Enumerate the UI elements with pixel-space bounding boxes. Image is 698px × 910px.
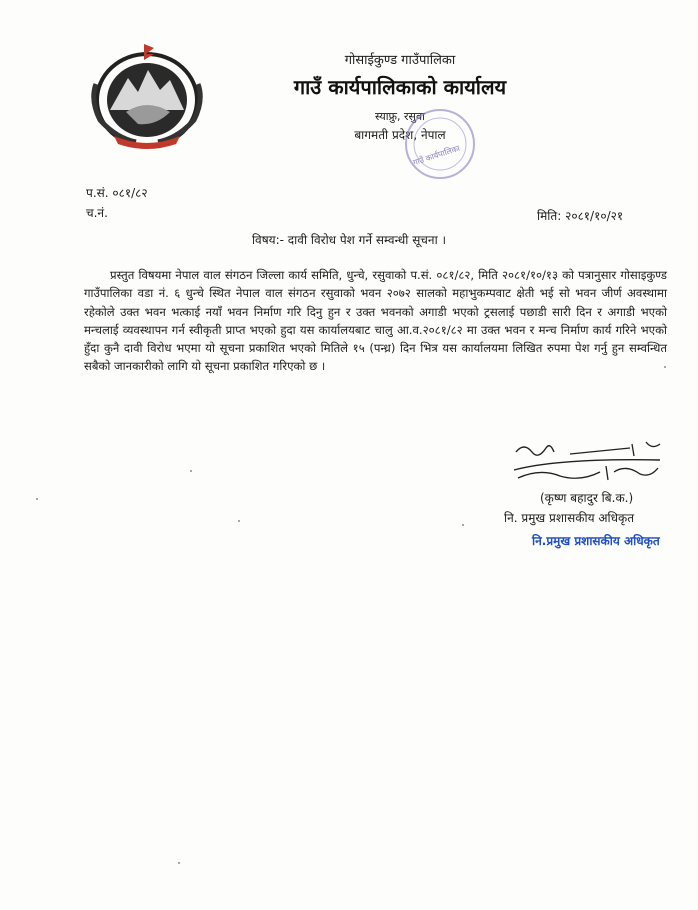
scan-speck bbox=[36, 498, 38, 500]
scan-speck bbox=[238, 520, 240, 522]
signature-icon bbox=[510, 438, 670, 484]
seal-text: गाउँ कार्यपालिका bbox=[411, 143, 461, 168]
scan-speck bbox=[664, 366, 666, 368]
signatory-title: नि. प्रमुख प्रशासकीय अधिकृत bbox=[504, 511, 635, 525]
scan-speck bbox=[190, 470, 192, 472]
office-location: स्याफ्रु, रसुवा bbox=[375, 110, 425, 123]
dispatch-number: च.नं. bbox=[86, 206, 108, 220]
signatory-name: (कृष्ण बहादुर बि.क.) bbox=[540, 491, 634, 505]
notice-body: प्रस्तुत विषयमा नेपाल वाल संगठन जिल्ला कार्य समिति, धुन्चे, रसुवाको प.सं. ०८१/८२, मिति २०८१/१०/१३ को पत्रानुसार गोसाइकुण्ड गाउँपालिका वडा नं. ६ धुन्चे स्थित नेपाल वाल संगठन रसुवाको भवन २०७२ सालको महाभुकम्पवाट क्षेती भई सो भवन जीर्ण अवस्थामा रहेकोले उक्त भवन भत्काई नयाँ भवन निर्माण गरि दिनु हुन र उक्त भवनको अगाडी भएको ट्रसलाई पछाडी सारी दिन र अगाडी भएको मन्चलाई व्यवस्थापन गर्न स्वीकृती प्राप्त भएको हुदा यस कार्यालयबाट चालु आ.व.२०८१/८२ मा उक्त भवन र मन्च निर्माण कार्य गरिने भएको हुँदा कुनै दावी विरोध भएमा यो सूचना प्रकाशित भएको मितिले १५ (पन्ध्र) दिन भित्र यस कार्यालयमा लिखित रुपमा पेश गर्नु हुन सम्वन्धित सबैको जानकारीको लागि यो सूचना प्रकाशित गरिएको छ । bbox=[84, 268, 667, 374]
office-title: गाउँ कार्यपालिकाको कार्यालय bbox=[293, 75, 507, 99]
notice-date: मिति: २०८१/१०/२१ bbox=[537, 209, 624, 223]
office-seal-icon bbox=[400, 104, 480, 184]
reference-number: प.सं. ०८१/८२ bbox=[86, 186, 148, 200]
official-stamp-title: नि.प्रमुख प्रशासकीय अधिकृत bbox=[532, 534, 660, 548]
scan-speck bbox=[178, 862, 180, 864]
nepal-emblem-icon bbox=[86, 40, 208, 152]
office-province: बागमती प्रदेश, नेपाल bbox=[354, 128, 446, 142]
scan-speck bbox=[462, 524, 464, 526]
municipality-name: गोसाईकुण्ड गाउँपालिका bbox=[344, 53, 456, 68]
notice-subject: विषय:- दावी विरोध पेश गर्ने सम्वन्धी सूचना । bbox=[251, 233, 447, 247]
